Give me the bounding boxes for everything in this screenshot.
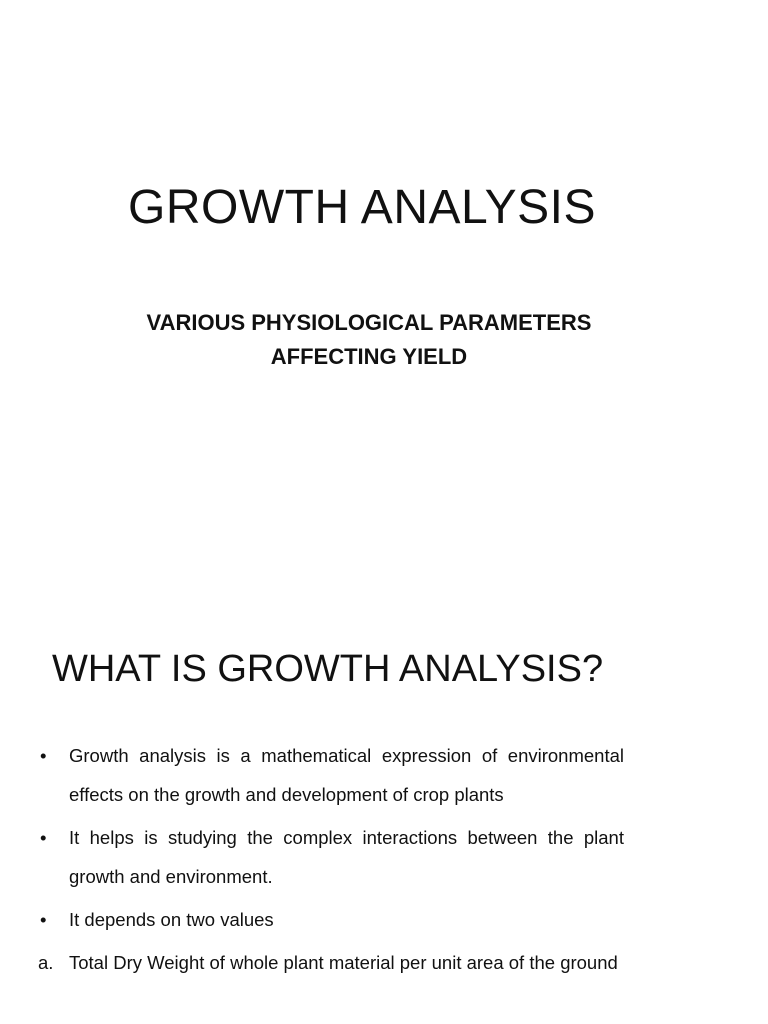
slide-heading: WHAT IS GROWTH ANALYSIS? bbox=[52, 648, 604, 690]
list-item-text: It depends on two values bbox=[69, 909, 274, 930]
list-item bbox=[38, 900, 624, 939]
subtitle-line: VARIOUS PHYSIOLOGICAL PARAMETERS bbox=[146, 310, 592, 335]
list-item-text: It helps is studying the complex interactions between the plant growth and environment. bbox=[69, 827, 624, 887]
list-item-text: Total Dry Weight of whole plant material per unit area of the ground bbox=[69, 952, 618, 973]
bullet-marker: • bbox=[40, 827, 47, 848]
content-list bbox=[38, 736, 624, 986]
content-slide bbox=[0, 576, 768, 1024]
bullet-marker: • bbox=[40, 909, 47, 930]
subtitle-line: AFFECTING YIELD bbox=[270, 344, 468, 369]
list-item bbox=[38, 736, 624, 814]
slide-title: GROWTH ANALYSIS bbox=[127, 181, 597, 234]
list-item-text: Growth analysis is a mathematical expression of environmental effects on the growth and development of crop plants bbox=[69, 745, 624, 805]
slide-subtitle bbox=[0, 306, 738, 374]
bullet-marker: • bbox=[40, 745, 47, 766]
list-item bbox=[38, 818, 624, 896]
letter-marker: a. bbox=[38, 952, 54, 973]
list-item bbox=[38, 943, 624, 982]
